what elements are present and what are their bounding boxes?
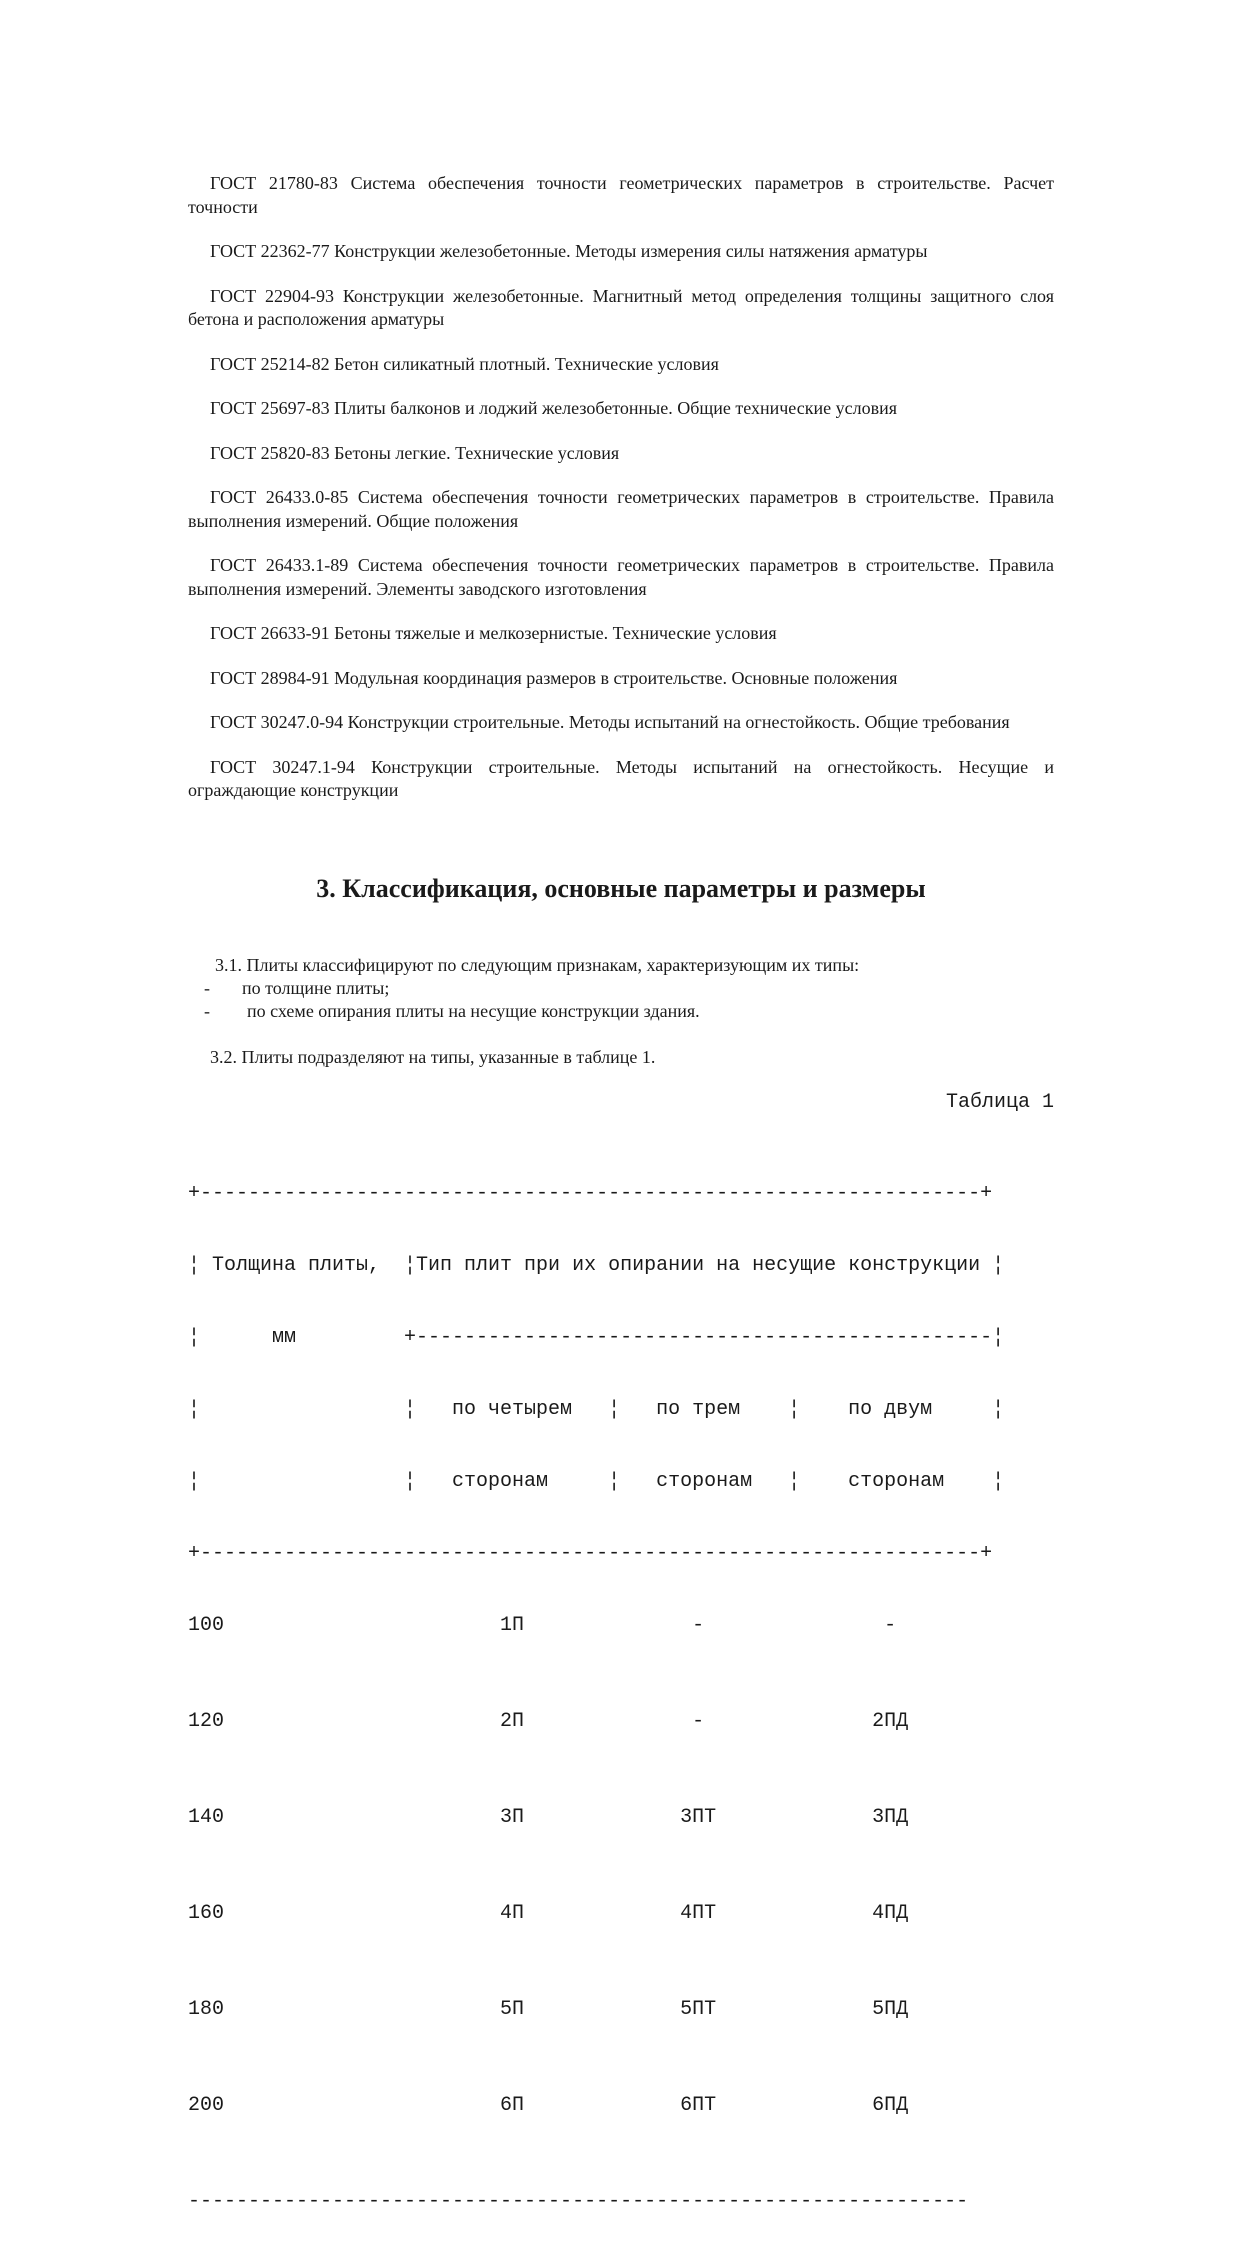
reference-item: ГОСТ 25214-82 Бетон силикатный плотный. Технические условия: [210, 353, 719, 374]
list-item-text: по схеме опирания плиты на несущие конструкции здания.: [247, 1001, 700, 1021]
table-row: 160 4П 4ПТ 4ПД: [188, 1902, 909, 1925]
table-header-row: ¦ мм +------------------------------------------------¦: [188, 1326, 1005, 1349]
normative-references-list: [188, 172, 1054, 824]
table-border-bottom: -----------------------------------------------------------------: [188, 2190, 969, 2213]
reference-item: ГОСТ 22904-93 Конструкции железобетонные. Магнитный метод определения толщины защитного слоя бетона и расположения арматуры: [188, 285, 1054, 329]
reference-item: ГОСТ 26433.0-85 Система обеспечения точности геометрических параметров в строительстве. Правила выполнения измерений. Общие положения: [188, 487, 1054, 531]
list-item-text: по толщине плиты;: [242, 978, 390, 998]
reference-item: ГОСТ 28984-91 Модульная координация размеров в строительстве. Основные положения: [210, 667, 898, 688]
table-header-row: ¦ ¦ по четырем ¦ по трем ¦ по двум ¦: [188, 1398, 1005, 1421]
table-caption: Таблица 1: [945, 1091, 1054, 1114]
table-header-separator: +-----------------------------------------------------------------+: [188, 1542, 993, 1565]
reference-item: ГОСТ 21780-83 Система обеспечения точности геометрических параметров в строительстве. Расчет точности: [188, 173, 1054, 217]
reference-item: ГОСТ 30247.0-94 Конструкции строительные. Методы испытаний на огнестойкость. Общие требования: [210, 712, 1010, 732]
list-marker: -: [204, 1001, 210, 1021]
list-item: [204, 977, 700, 1000]
table-row: 140 3П 3ПТ 3ПД: [188, 1806, 909, 1829]
table-row: 180 5П 5ПТ 5ПД: [188, 1998, 909, 2021]
clause-3-2: 3.2. Плиты подразделяют на типы, указанные в таблице 1.: [210, 1047, 656, 1067]
slab-types-table: [188, 1134, 1004, 2262]
list-marker: -: [204, 978, 210, 998]
classification-criteria-list: [204, 977, 700, 1023]
table-row: 200 6П 6ПТ 6ПД: [188, 2094, 909, 2117]
table-header-row: ¦ Толщина плиты, ¦Тип плит при их опирании на несущие конструкции ¦: [188, 1254, 1005, 1277]
reference-item: ГОСТ 30247.1-94 Конструкции строительные. Методы испытаний на огнестойкость. Несущие и ограждающие конструкции: [188, 756, 1054, 800]
reference-item: ГОСТ 26433.1-89 Система обеспечения точности геометрических параметров в строительстве. Правила выполнения измерений. Элементы заводского изготовления: [188, 555, 1054, 599]
list-item: [204, 1000, 700, 1023]
reference-item: ГОСТ 25697-83 Плиты балконов и лоджий железобетонные. Общие технические условия: [210, 398, 897, 418]
reference-item: ГОСТ 26633-91 Бетоны тяжелые и мелкозернистые. Технические условия: [210, 623, 777, 643]
table-row: 100 1П - -: [188, 1614, 897, 1637]
table-row: 120 2П - 2ПД: [188, 1710, 909, 1733]
clause-3-1: 3.1. Плиты классифицируют по следующим признакам, характеризующим их типы:: [215, 955, 860, 975]
table-header-row: ¦ ¦ сторонам ¦ сторонам ¦ сторонам ¦: [188, 1470, 1005, 1493]
reference-item: ГОСТ 25820-83 Бетоны легкие. Технические условия: [210, 442, 620, 463]
table-border-top: +-----------------------------------------------------------------+: [188, 1182, 993, 1205]
section-heading: 3. Классификация, основные параметры и размеры: [316, 874, 926, 903]
reference-item: ГОСТ 22362-77 Конструкции железобетонные. Методы измерения силы натяжения арматуры: [210, 241, 928, 261]
